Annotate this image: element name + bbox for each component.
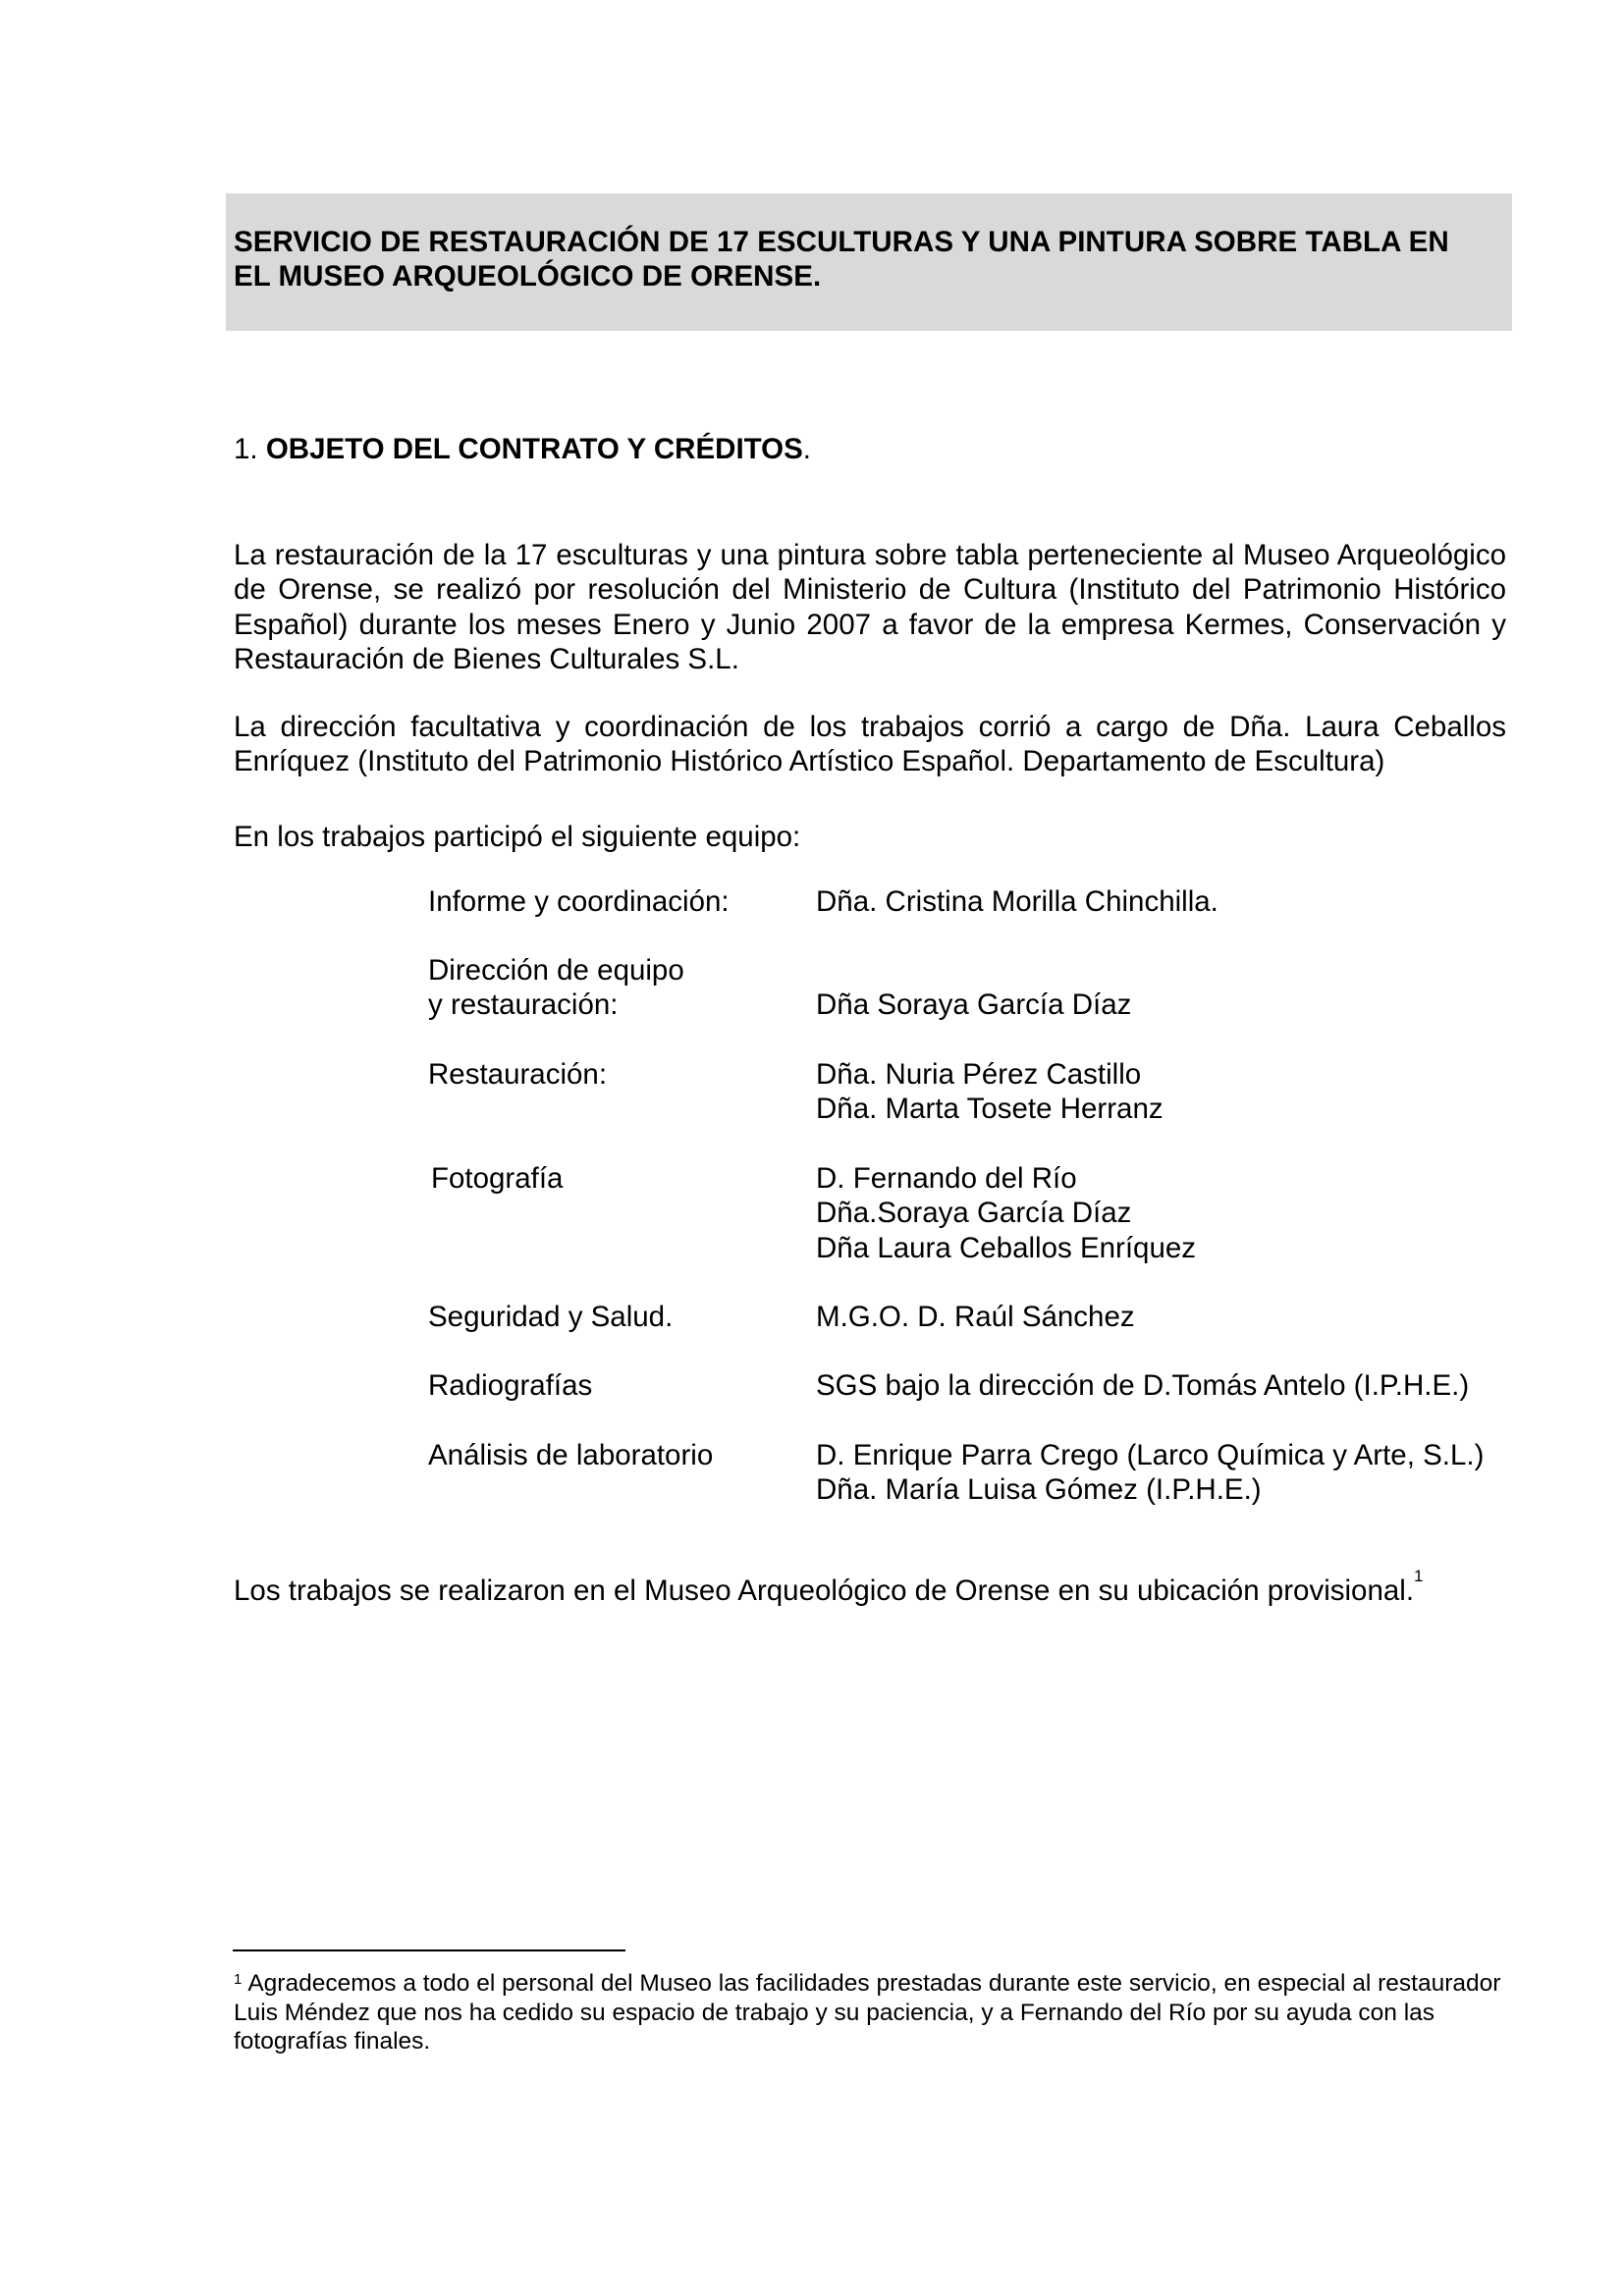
- credit-name: Dña. María Luisa Gómez (I.P.H.E.): [816, 1473, 1262, 1507]
- credit-values: [816, 1438, 1484, 1508]
- credit-name: Dña. Cristina Morilla Chinchilla.: [816, 885, 1218, 918]
- section-heading: [234, 432, 811, 466]
- credit-values: [816, 1368, 1469, 1403]
- credit-values: [816, 884, 1218, 919]
- paragraph-location-text: Los trabajos se realizaron en el Museo Arqueológico de Orense en su ubicación provisional.: [234, 1575, 1415, 1607]
- credit-label: Seguridad y Salud.: [428, 1301, 674, 1333]
- credit-name: SGS bajo la dirección de D.Tomás Antelo (I.P.H.E.): [816, 1369, 1470, 1402]
- credit-name: D. Enrique Parra Crego (Larco Química y Arte, S.L.): [816, 1439, 1485, 1471]
- credit-name: Dña.Soraya García Díaz: [816, 1197, 1132, 1230]
- credit-label: Radiografías: [428, 1369, 593, 1402]
- credit-values: [816, 953, 1131, 1023]
- credit-name: Dña. Marta Tosete Herranz: [816, 1093, 1164, 1126]
- title-banner: [226, 193, 1512, 331]
- footnote-reference[interactable]: 1: [1414, 1567, 1424, 1585]
- credit-name: D. Fernando del Río: [816, 1162, 1077, 1195]
- credit-name: Dña Laura Ceballos Enríquez: [816, 1231, 1197, 1264]
- document-title: [234, 225, 1504, 294]
- credit-values: [816, 1057, 1164, 1127]
- paragraph-contract-object: La restauración de la 17 esculturas y una pintura sobre tabla perteneciente al Museo Arqueológico de Orense, se realizó por resolución del Ministerio de Cultura (Instituto del Patrimonio Histórico Español) durante los meses Enero y Junio 2007 a favor de la empresa Kermes, Conservación y Restauración de Bienes Culturales S.L.: [234, 539, 1506, 676]
- section-title: OBJETO DEL CONTRATO Y CRÉDITOS: [265, 433, 803, 465]
- footnote-text: Agradecemos a todo el personal del Museo las facilidades prestadas durante este servicio, en especial al restaurador Luis Méndez que nos ha cedido su espacio de trabajo y su paciencia, y a Fernando del Río por su ayuda con las fotografías finales.: [234, 1970, 1501, 2055]
- paragraph-direction: La dirección facultativa y coordinación de los trabajos corrió a cargo de Dña. Laura Ceballos Enríquez (Instituto del Patrimonio Histórico Artístico Español. Departamento de Escultura): [234, 711, 1506, 778]
- footnote: [234, 1969, 1510, 2056]
- credit-label: Informe y coordinación:: [428, 885, 730, 918]
- document-title-line-1: SERVICIO DE RESTAURACIÓN DE 17 ESCULTURAS Y UNA PINTURA SOBRE TABLA EN: [234, 226, 1449, 258]
- credit-values: [816, 1300, 1135, 1334]
- credit-name: Dña. Nuria Pérez Castillo: [816, 1058, 1142, 1091]
- credit-label: Análisis de laboratorio: [428, 1439, 714, 1471]
- footnote-mark: 1: [234, 1971, 243, 1988]
- credit-label: Dirección de equipo y restauración:: [428, 954, 684, 1022]
- credit-label: Restauración:: [428, 1058, 608, 1091]
- credit-name: [816, 953, 1131, 988]
- credit-name: M.G.O. D. Raúl Sánchez: [816, 1301, 1135, 1333]
- paragraph-location: [234, 1567, 1506, 1608]
- section-title-period: .: [802, 433, 811, 465]
- document-title-line-2: EL MUSEO ARQUEOLÓGICO DE ORENSE.: [234, 260, 822, 293]
- footnote-separator: [233, 1949, 625, 1951]
- section-number: 1.: [234, 433, 258, 465]
- credit-label: Fotografía: [431, 1162, 564, 1195]
- paragraph-team-intro: En los trabajos participó el siguiente equipo:: [234, 821, 801, 853]
- credit-name: Dña Soraya García Díaz: [816, 988, 1132, 1022]
- credit-values: [816, 1161, 1196, 1265]
